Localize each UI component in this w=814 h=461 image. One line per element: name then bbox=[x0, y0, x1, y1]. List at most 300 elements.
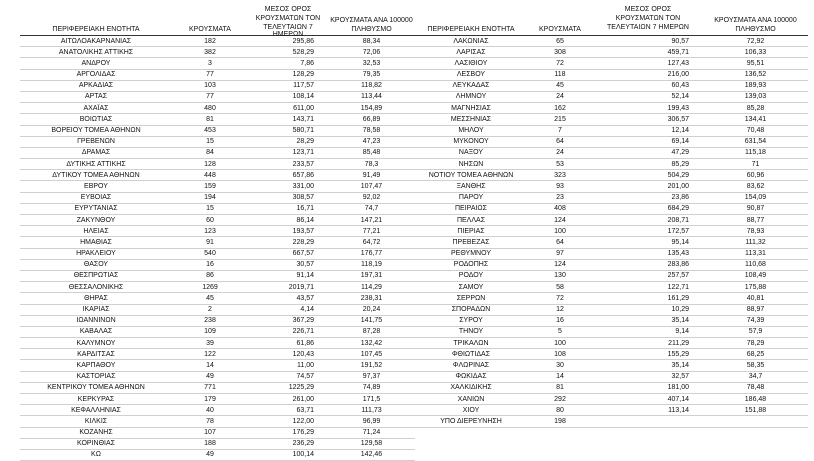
cell-cases: 80 bbox=[556, 406, 564, 414]
table-row bbox=[20, 260, 415, 271]
header-per100k-line1: ΚΡΟΥΣΜΑΤΑ ΑΝΑ 100000 bbox=[330, 17, 413, 24]
cell-cases: 5 bbox=[558, 328, 562, 336]
cell-per-100k: 60,96 bbox=[746, 171, 765, 179]
cell-avg-7d: 28,29 bbox=[296, 138, 314, 146]
cell-avg-7d: 91,14 bbox=[296, 272, 314, 280]
cell-region: ΡΟΔΟΥ bbox=[458, 272, 484, 280]
table-row bbox=[20, 394, 415, 405]
cell-per-100k: 32,53 bbox=[362, 59, 381, 67]
cell-avg-7d: 306,57 bbox=[667, 115, 689, 123]
cell-cases: 86 bbox=[206, 272, 214, 280]
cell-avg-7d: 172,57 bbox=[667, 227, 689, 235]
cell-region: ΚΟΡΙΝΘΙΑΣ bbox=[77, 440, 115, 448]
cell-per-100k: 83,62 bbox=[746, 182, 765, 190]
table-row bbox=[20, 249, 415, 260]
cell-per-100k: 74,39 bbox=[746, 317, 765, 325]
cell-cases: 3 bbox=[208, 59, 212, 67]
cell-avg-7d: 528,29 bbox=[292, 48, 314, 56]
cell-region: ΠΕΙΡΑΙΩΣ bbox=[455, 205, 487, 213]
cell-region: ΑΡΤΑΣ bbox=[84, 93, 108, 101]
cell-avg-7d: 611,00 bbox=[293, 104, 314, 112]
header-avg-line3: ΤΕΛΕΥΤΑΙΩΝ 7 ΗΜΕΡΩΝ bbox=[263, 24, 313, 38]
cell-region: ΞΑΝΘΗΣ bbox=[456, 182, 486, 190]
cell-per-100k: 147,21 bbox=[360, 216, 383, 224]
cell-avg-7d: 667,57 bbox=[292, 250, 314, 258]
table-row bbox=[415, 416, 808, 427]
cell-region: ΧΑΛΚΙΔΙΚΗΣ bbox=[450, 384, 492, 392]
cell-cases: 292 bbox=[554, 395, 566, 403]
cell-per-100k: 186,48 bbox=[744, 395, 767, 403]
cell-region: ΡΟΔΟΠΗΣ bbox=[453, 261, 489, 269]
cell-per-100k: 106,33 bbox=[744, 48, 767, 56]
table-row bbox=[20, 405, 415, 416]
cell-cases: 480 bbox=[204, 104, 216, 112]
cell-avg-7d: 155,29 bbox=[667, 350, 689, 358]
table-row bbox=[415, 114, 808, 125]
cell-region: ΛΕΥΚΑΔΑΣ bbox=[452, 82, 490, 90]
cell-per-100k: 88,34 bbox=[362, 37, 381, 45]
cell-region: ΙΩΑΝΝΙΝΩΝ bbox=[76, 317, 116, 325]
cell-per-100k: 134,41 bbox=[744, 115, 767, 123]
cell-avg-7d: 181,00 bbox=[667, 384, 689, 392]
table-row bbox=[415, 249, 808, 260]
cell-cases: 162 bbox=[554, 104, 566, 112]
table-row bbox=[415, 36, 808, 47]
cell-avg-7d: 30,57 bbox=[296, 261, 314, 269]
cell-avg-7d: 504,29 bbox=[667, 171, 689, 179]
cell-per-100k: 142,46 bbox=[360, 451, 383, 459]
table-row bbox=[20, 349, 415, 360]
cell-per-100k: 631,54 bbox=[744, 138, 767, 146]
cell-region: ΕΒΡΟΥ bbox=[84, 182, 108, 190]
cell-region: ΘΕΣΠΡΩΤΙΑΣ bbox=[73, 272, 119, 280]
cell-cases: 1269 bbox=[202, 283, 218, 291]
cell-cases: 130 bbox=[554, 272, 566, 280]
table-row bbox=[20, 58, 415, 69]
cell-avg-7d: 161,29 bbox=[667, 294, 689, 302]
table-row bbox=[20, 327, 415, 338]
cell-cases: 23 bbox=[556, 194, 564, 202]
cell-per-100k: 57,9 bbox=[748, 328, 763, 336]
table-row bbox=[415, 360, 808, 371]
cell-per-100k: 78,3 bbox=[364, 160, 379, 168]
table-row bbox=[415, 159, 808, 170]
cell-avg-7d: 233,57 bbox=[292, 160, 314, 168]
cell-region: ΗΛΕΙΑΣ bbox=[83, 227, 109, 235]
cell-per-100k: 136,52 bbox=[744, 71, 767, 79]
table-row bbox=[415, 137, 808, 148]
cell-cases: 15 bbox=[206, 205, 214, 213]
table-row bbox=[415, 237, 808, 248]
cell-region: ΘΕΣΣΑΛΟΝΙΚΗΣ bbox=[68, 283, 124, 291]
cell-per-100k: 107,47 bbox=[360, 182, 383, 190]
cell-avg-7d: 32,57 bbox=[671, 373, 689, 381]
cell-per-100k: 88,97 bbox=[746, 306, 765, 313]
cell-cases: 100 bbox=[554, 339, 566, 347]
header-region: ΠΕΡΙΦΕΡΕΙΑΚΗ ΕΝΟΤΗΤΑ bbox=[52, 26, 140, 33]
cell-per-100k: 87,28 bbox=[362, 328, 381, 336]
cell-per-100k: 118,82 bbox=[361, 82, 382, 90]
cell-region: ΒΟΡΕΙΟΥ ΤΟΜΕΑ ΑΘΗΝΩΝ bbox=[51, 127, 141, 134]
table-row bbox=[415, 405, 808, 416]
header-avg-line1: ΜΕΣΟΣ ΟΡΟΣ bbox=[264, 6, 312, 13]
cell-avg-7d: 295,86 bbox=[292, 37, 314, 45]
cell-cases: 7 bbox=[558, 127, 562, 134]
cell-per-100k: 70,48 bbox=[746, 127, 765, 134]
cell-cases: 65 bbox=[556, 37, 564, 45]
left-table-body bbox=[20, 36, 415, 461]
cell-per-100k: 74,89 bbox=[362, 384, 381, 392]
cell-cases: 49 bbox=[206, 373, 214, 381]
cell-per-100k: 110,68 bbox=[745, 261, 766, 269]
cell-avg-7d: 122,71 bbox=[667, 283, 689, 291]
table-row bbox=[20, 47, 415, 58]
cell-cases: 109 bbox=[204, 328, 216, 336]
cell-cases: 14 bbox=[206, 361, 214, 369]
cell-avg-7d: 23,86 bbox=[671, 194, 689, 202]
header-cases: ΚΡΟΥΣΜΑΤΑ bbox=[189, 26, 231, 33]
cell-per-100k: 68,25 bbox=[746, 350, 765, 358]
cell-cases: 91 bbox=[206, 238, 214, 246]
cell-cases: 182 bbox=[204, 37, 216, 45]
header-cases: ΚΡΟΥΣΜΑΤΑ bbox=[539, 26, 581, 33]
cell-avg-7d: 407,14 bbox=[667, 395, 689, 403]
cell-region: ΑΡΚΑΔΙΑΣ bbox=[78, 82, 114, 90]
cell-cases: 72 bbox=[556, 294, 564, 302]
table-row bbox=[20, 181, 415, 192]
cell-region: ΚΙΛΚΙΣ bbox=[84, 417, 108, 425]
cell-cases: 108 bbox=[554, 350, 566, 358]
cell-per-100k: 97,37 bbox=[362, 373, 381, 381]
cell-cases: 60 bbox=[206, 216, 214, 224]
cell-avg-7d: 199,43 bbox=[667, 104, 689, 112]
cell-cases: 84 bbox=[206, 149, 214, 157]
cell-per-100k: 47,23 bbox=[362, 138, 381, 146]
cell-per-100k: 78,29 bbox=[746, 339, 765, 347]
cell-cases: 448 bbox=[204, 171, 216, 179]
table-row bbox=[415, 349, 808, 360]
table-row bbox=[20, 137, 415, 148]
table-row bbox=[20, 237, 415, 248]
cell-cases: 64 bbox=[556, 138, 564, 146]
cell-cases: 107 bbox=[204, 429, 216, 437]
table-row bbox=[415, 204, 808, 215]
cell-cases: 24 bbox=[556, 149, 564, 157]
cell-per-100k: 129,58 bbox=[360, 440, 383, 448]
table-row bbox=[20, 114, 415, 125]
cell-per-100k: 176,77 bbox=[360, 250, 383, 258]
cell-per-100k: 85,48 bbox=[362, 149, 381, 157]
cell-cases: 72 bbox=[556, 59, 564, 67]
table-row bbox=[415, 193, 808, 204]
table-row bbox=[20, 170, 415, 181]
table-row bbox=[415, 316, 808, 327]
cell-avg-7d: 657,86 bbox=[292, 171, 314, 179]
cell-per-100k: 72,06 bbox=[362, 48, 381, 56]
table-row bbox=[20, 293, 415, 304]
cell-avg-7d: 11,00 bbox=[297, 361, 314, 369]
cell-avg-7d: 128,29 bbox=[292, 71, 314, 79]
table-row bbox=[415, 103, 808, 114]
right-table bbox=[415, 0, 808, 428]
table-row bbox=[20, 360, 415, 371]
table-row bbox=[415, 305, 808, 316]
cell-per-100k: 71 bbox=[751, 160, 760, 168]
cell-avg-7d: 123,71 bbox=[292, 149, 314, 157]
cell-region: ΣΥΡΟΥ bbox=[459, 317, 483, 325]
table-row bbox=[415, 181, 808, 192]
cell-region: ΣΕΡΡΩΝ bbox=[456, 294, 486, 302]
cell-cases: 15 bbox=[206, 138, 214, 146]
cell-per-100k: 154,09 bbox=[744, 194, 767, 202]
cell-avg-7d: 228,29 bbox=[292, 238, 314, 246]
cell-avg-7d: 283,86 bbox=[667, 261, 689, 269]
cell-region: ΤΡΙΚΑΛΩΝ bbox=[453, 339, 489, 347]
cell-per-100k: 189,93 bbox=[744, 82, 767, 90]
cell-avg-7d: 43,57 bbox=[296, 294, 314, 302]
cell-cases: 100 bbox=[554, 227, 566, 235]
cell-region: ΕΥΡΥΤΑΝΙΑΣ bbox=[74, 205, 118, 213]
cell-region: ΤΗΝΟΥ bbox=[458, 328, 484, 336]
cell-per-100k: 72,92 bbox=[746, 37, 765, 45]
cell-avg-7d: 4,14 bbox=[300, 306, 314, 313]
cell-avg-7d: 9,14 bbox=[675, 328, 689, 336]
cell-cases: 78 bbox=[206, 417, 214, 425]
cell-region: ΧΙΟΥ bbox=[462, 406, 480, 414]
cell-region: ΣΠΟΡΑΔΩΝ bbox=[451, 306, 491, 313]
cell-cases: 540 bbox=[204, 250, 216, 258]
cell-region: ΘΗΡΑΣ bbox=[84, 294, 108, 302]
table-row bbox=[415, 282, 808, 293]
cell-cases: 159 bbox=[204, 182, 216, 190]
cell-avg-7d: 331,00 bbox=[292, 182, 314, 190]
cell-per-100k: 88,77 bbox=[746, 216, 765, 224]
cell-region: ΔΡΑΜΑΣ bbox=[81, 149, 111, 157]
right-table-header bbox=[415, 0, 808, 36]
cell-avg-7d: 108,14 bbox=[292, 93, 314, 101]
table-row bbox=[20, 338, 415, 349]
table-row bbox=[415, 170, 808, 181]
left-table-header bbox=[20, 0, 415, 36]
cell-avg-7d: 459,71 bbox=[667, 48, 689, 56]
cell-cases: 2 bbox=[208, 306, 212, 313]
cell-avg-7d: 216,00 bbox=[667, 71, 689, 79]
cell-region: ΣΑΜΟΥ bbox=[458, 283, 484, 291]
header-region: ΠΕΡΙΦΕΡΕΙΑΚΗ ΕΝΟΤΗΤΑ bbox=[427, 26, 515, 33]
cell-cases: 453 bbox=[204, 127, 216, 134]
cell-per-100k: 91,49 bbox=[362, 171, 381, 179]
cell-avg-7d: 1225,29 bbox=[288, 384, 314, 392]
cell-cases: 103 bbox=[204, 82, 216, 90]
table-row bbox=[20, 81, 415, 92]
cell-region: ΦΩΚΙΔΑΣ bbox=[455, 373, 487, 381]
cell-per-100k: 108,49 bbox=[744, 272, 767, 280]
table-row bbox=[20, 148, 415, 159]
table-row bbox=[20, 416, 415, 427]
cell-avg-7d: 208,71 bbox=[667, 216, 689, 224]
cell-region: ΕΥΒΟΙΑΣ bbox=[80, 194, 112, 202]
table-row bbox=[415, 126, 808, 137]
cell-region: ΚΩ bbox=[91, 451, 101, 459]
cell-per-100k: 85,28 bbox=[746, 104, 765, 112]
cell-avg-7d: 85,29 bbox=[671, 160, 689, 168]
cell-per-100k: 191,52 bbox=[360, 361, 383, 369]
table-row bbox=[415, 372, 808, 383]
cell-region: ΚΑΒΑΛΑΣ bbox=[79, 328, 113, 336]
cell-avg-7d: 47,29 bbox=[671, 149, 689, 157]
cell-avg-7d: 90,57 bbox=[671, 37, 689, 45]
cell-region: ΚΕΝΤΡΙΚΟΥ ΤΟΜΕΑ ΑΘΗΝΩΝ bbox=[47, 384, 145, 392]
cell-per-100k: 139,03 bbox=[744, 93, 767, 101]
table-row bbox=[20, 204, 415, 215]
table-row bbox=[415, 92, 808, 103]
cell-per-100k: 175,88 bbox=[744, 283, 767, 291]
left-table bbox=[20, 0, 415, 461]
table-row bbox=[20, 316, 415, 327]
cell-region: ΑΧΑΪΑΣ bbox=[83, 104, 109, 112]
cell-region: ΔΥΤΙΚΟΥ ΤΟΜΕΑ ΑΘΗΝΩΝ bbox=[52, 171, 140, 179]
header-per100k-line1: ΚΡΟΥΣΜΑΤΑ ΑΝΑ 100000 bbox=[714, 17, 797, 24]
cell-cases: 49 bbox=[206, 451, 214, 459]
cell-region: ΑΝΑΤΟΛΙΚΗΣ ΑΤΤΙΚΗΣ bbox=[58, 48, 134, 56]
cell-avg-7d: 236,29 bbox=[292, 440, 314, 448]
cell-region: ΝΗΣΩΝ bbox=[458, 160, 484, 168]
cell-cases: 16 bbox=[556, 317, 564, 325]
cell-region: ΠΑΡΟΥ bbox=[458, 194, 484, 202]
cell-per-100k: 40,81 bbox=[746, 294, 765, 302]
cell-avg-7d: 257,57 bbox=[667, 272, 689, 280]
cell-per-100k: 34,7 bbox=[748, 373, 763, 381]
cell-avg-7d: 7,86 bbox=[300, 59, 314, 67]
table-row bbox=[20, 282, 415, 293]
table-row bbox=[20, 159, 415, 170]
cell-region: ΜΥΚΟΝΟΥ bbox=[453, 138, 489, 146]
cell-region: ΚΑΣΤΟΡΙΑΣ bbox=[76, 373, 116, 381]
cell-avg-7d: 143,71 bbox=[292, 115, 314, 123]
table-row bbox=[415, 148, 808, 159]
cell-avg-7d: 95,14 bbox=[671, 238, 689, 246]
header-per100k-line2: ΠΛΗΘΥΣΜΟ bbox=[351, 26, 392, 33]
table-row bbox=[20, 126, 415, 137]
table-row bbox=[20, 439, 415, 450]
cell-per-100k: 197,31 bbox=[360, 272, 383, 280]
table-row bbox=[415, 215, 808, 226]
cell-region: ΜΕΣΣΗΝΙΑΣ bbox=[450, 115, 492, 123]
cell-cases: 308 bbox=[554, 48, 566, 56]
cell-per-100k: 107,45 bbox=[360, 350, 383, 358]
table-row bbox=[20, 193, 415, 204]
cell-cases: 58 bbox=[556, 283, 564, 291]
table-row bbox=[415, 260, 808, 271]
table-row bbox=[20, 226, 415, 237]
cell-region: ΜΑΓΝΗΣΙΑΣ bbox=[451, 104, 491, 112]
cell-per-100k: 115,18 bbox=[745, 149, 766, 157]
cell-cases: 215 bbox=[554, 115, 566, 123]
table-row bbox=[20, 92, 415, 103]
cell-region: ΒΟΙΩΤΙΑΣ bbox=[79, 115, 113, 123]
cell-cases: 128 bbox=[204, 160, 216, 168]
cell-cases: 77 bbox=[206, 93, 214, 101]
cell-avg-7d: 100,14 bbox=[292, 451, 314, 459]
cell-region: ΑΝΔΡΟΥ bbox=[81, 59, 111, 67]
cell-cases: 12 bbox=[556, 306, 564, 313]
cell-per-100k: 78,93 bbox=[746, 227, 765, 235]
cell-per-100k: 74,7 bbox=[364, 205, 379, 213]
cell-per-100k: 111,73 bbox=[361, 406, 382, 414]
cell-region: ΘΑΣΟΥ bbox=[83, 261, 109, 269]
cell-avg-7d: 684,29 bbox=[667, 205, 689, 213]
cell-avg-7d: 120,43 bbox=[292, 350, 314, 358]
table-row bbox=[20, 372, 415, 383]
cell-region: ΖΑΚΥΝΘΟΥ bbox=[76, 216, 116, 224]
cell-per-100k: 113,44 bbox=[361, 93, 382, 101]
cell-avg-7d: 226,71 bbox=[292, 328, 314, 336]
table-row bbox=[20, 428, 415, 439]
table-row bbox=[20, 36, 415, 47]
cell-region: ΛΑΚΩΝΙΑΣ bbox=[453, 37, 489, 45]
cell-cases: 77 bbox=[206, 71, 214, 79]
cell-avg-7d: 10,29 bbox=[671, 306, 689, 313]
table-row bbox=[20, 383, 415, 394]
cell-region: ΛΗΜΝΟΥ bbox=[455, 93, 487, 101]
right-table-body bbox=[415, 36, 808, 428]
cell-per-100k: 78,48 bbox=[746, 384, 765, 392]
cell-per-100k: 151,88 bbox=[744, 406, 767, 414]
cell-region: ΗΜΑΘΙΑΣ bbox=[80, 238, 112, 246]
cell-cases: 40 bbox=[206, 406, 214, 414]
table-row bbox=[415, 70, 808, 81]
table-row bbox=[20, 215, 415, 226]
cell-region: ΚΑΡΠΑΘΟΥ bbox=[76, 361, 116, 369]
table-row bbox=[415, 293, 808, 304]
cell-cases: 45 bbox=[556, 82, 564, 90]
cell-cases: 238 bbox=[204, 317, 216, 325]
cell-region: ΡΕΘΥΜΝΟΥ bbox=[450, 250, 491, 258]
cell-avg-7d: 69,14 bbox=[671, 138, 689, 146]
cell-cases: 81 bbox=[556, 384, 564, 392]
cell-region: ΚΕΦΑΛΛΗΝΙΑΣ bbox=[71, 406, 121, 414]
header-avg-line1: ΜΕΣΟΣ ΟΡΟΣ bbox=[624, 6, 672, 13]
cell-per-100k: 90,87 bbox=[746, 205, 765, 213]
cell-region: ΚΑΛΥΜΝΟΥ bbox=[76, 339, 116, 347]
cell-per-100k: 113,31 bbox=[745, 250, 766, 258]
cell-region: ΙΚΑΡΙΑΣ bbox=[82, 306, 110, 313]
cell-cases: 118 bbox=[554, 71, 566, 79]
cell-region: ΝΟΤΙΟΥ ΤΟΜΕΑ ΑΘΗΝΩΝ bbox=[428, 171, 514, 179]
cell-avg-7d: 127,43 bbox=[667, 59, 689, 67]
cell-per-100k: 77,21 bbox=[362, 227, 381, 235]
cell-per-100k: 58,35 bbox=[746, 361, 765, 369]
cell-per-100k: 171,5 bbox=[362, 395, 381, 403]
cell-region: ΠΡΕΒΕΖΑΣ bbox=[452, 238, 490, 246]
cell-cases: 188 bbox=[204, 440, 216, 448]
cell-avg-7d: 74,57 bbox=[296, 373, 314, 381]
cell-avg-7d: 2019,71 bbox=[288, 283, 314, 291]
cell-cases: 81 bbox=[206, 115, 214, 123]
header-avg-line2: ΚΡΟΥΣΜΑΤΩΝ ΤΟΝ bbox=[615, 15, 681, 22]
cell-per-100k: 238,31 bbox=[360, 294, 383, 302]
table-row bbox=[415, 58, 808, 69]
cell-cases: 194 bbox=[204, 194, 216, 202]
cell-avg-7d: 367,29 bbox=[292, 317, 314, 325]
cell-cases: 30 bbox=[556, 361, 564, 369]
cell-cases: 45 bbox=[206, 294, 214, 302]
table-row bbox=[415, 338, 808, 349]
cell-cases: 122 bbox=[204, 350, 216, 358]
cell-per-100k: 96,99 bbox=[362, 417, 381, 425]
cell-per-100k: 71,24 bbox=[362, 429, 381, 437]
cell-avg-7d: 63,71 bbox=[296, 406, 314, 414]
